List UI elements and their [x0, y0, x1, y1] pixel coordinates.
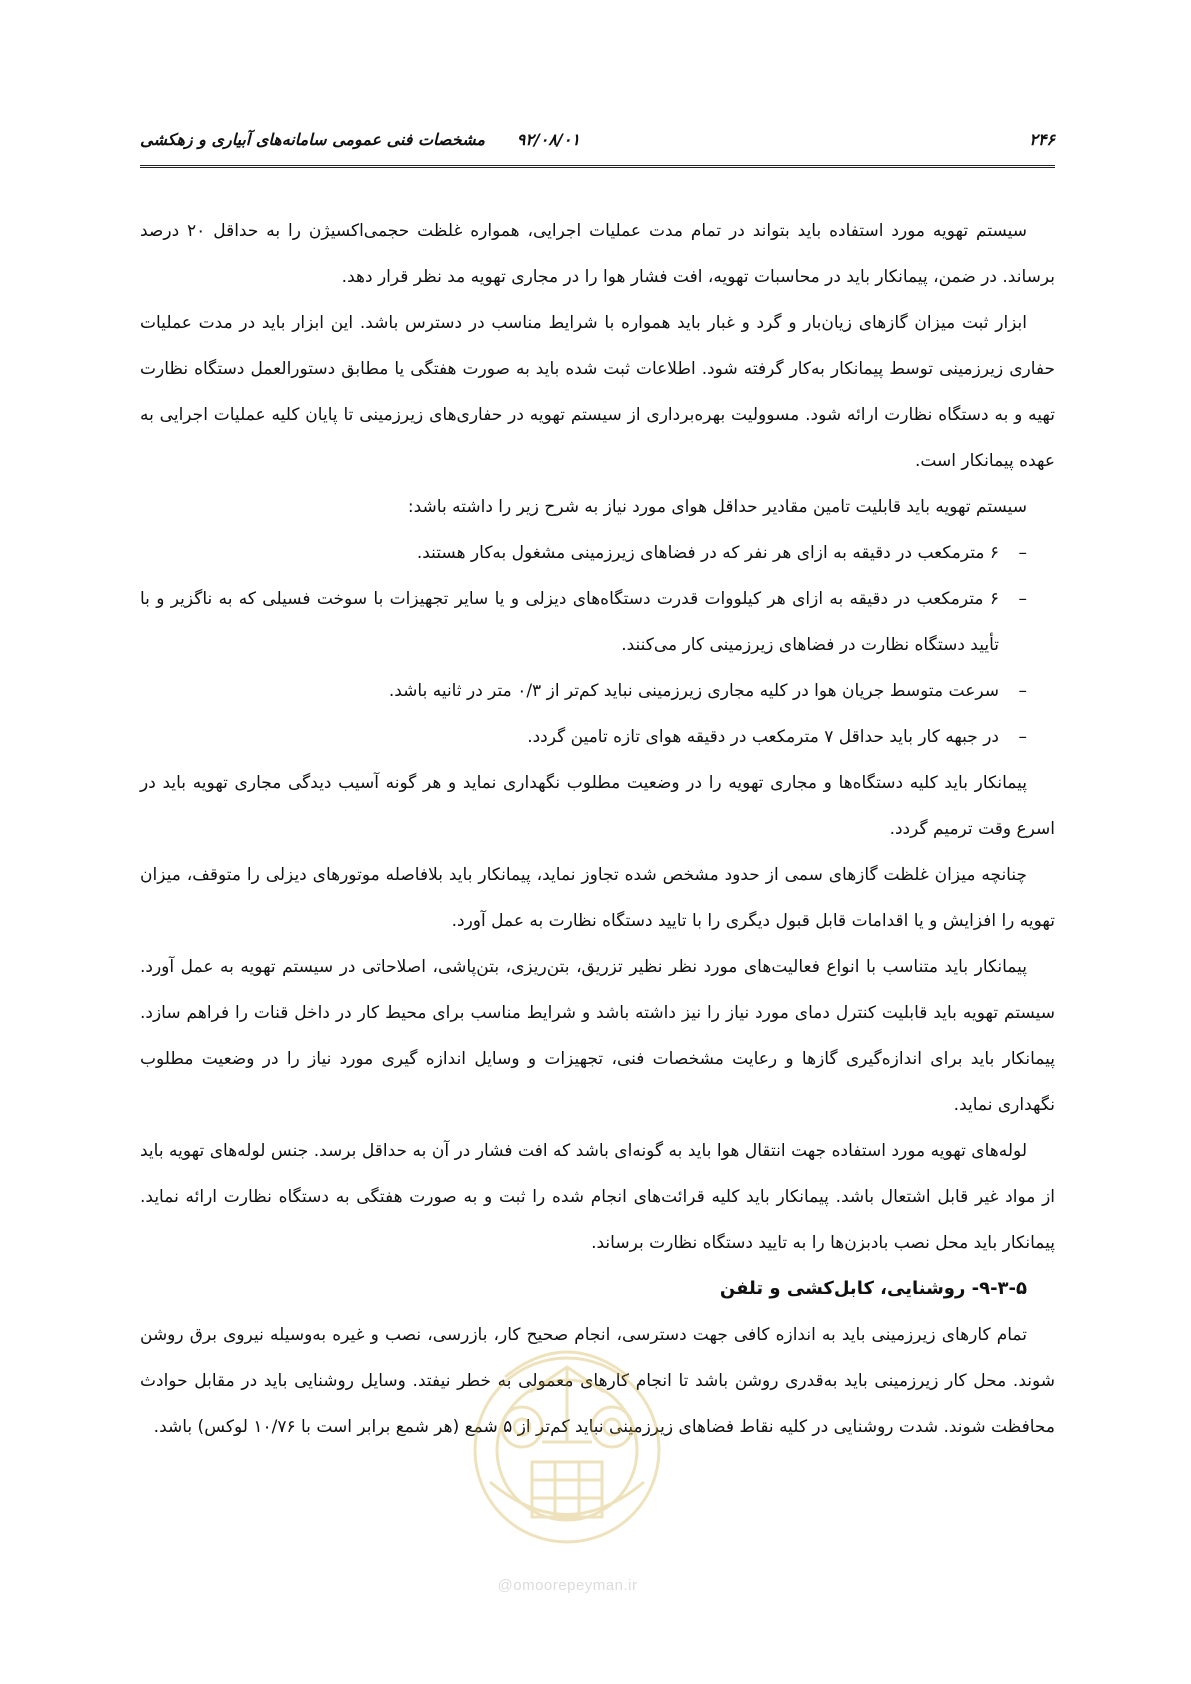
- document-body: [140, 208, 1055, 1450]
- list-item-text: ۶ مترمکعب در دقیقه به ازای هر نفر که در فضاهای زیرزمینی مشغول به‌کار هستند.: [416, 543, 999, 563]
- seal-emblem-icon: [460, 1332, 675, 1572]
- list-item: [140, 714, 1027, 760]
- paragraph: سیستم تهویه باید قابلیت تامین مقادیر حداقل هوای مورد نیاز به شرح زیر را داشته باشد:: [407, 497, 1027, 517]
- paragraph: ابزار ثبت میزان گازهای زیان‌بار و گرد و غبار باید همواره با شرایط مناسب در دسترس باشد. این ابزار باید در مدت عملیات حفاری زیرزمینی توسط پیمانکار به‌کار گرفته شود. اطلاعات ثبت شده باید به صورت هفتگی یا مطابق دستورالعمل دستگاه نظارت تهیه و به دستگاه نظارت ارائه شود. مسوولیت بهره‌برداری از سیستم تهویه در حفاری‌های زیرزمینی تا پایان کلیه عملیات اجرایی به عهده پیمانکار است.: [140, 313, 1055, 471]
- dash-bullet: –: [1018, 727, 1027, 747]
- paragraph: تمام کارهای زیرزمینی باید به اندازه کافی جهت دسترسی، انجام صحیح کار، بازرسی، نصب و غیره به‌وسیله نیروی برق روشن شوند. محل کار زیرزمینی باید به‌قدری روشن باشد تا انجام کارهای معمولی به خطر نیفتد. وسایل روشنایی باید در مقابل حوادث محافظت شوند. شدت روشنایی در کلیه نقاط فضاهای زیرزمینی نباید کم‌تر از ۵ شمع (هر شمع برابر است با ۱۰/۷۶ لوکس) باشد.: [140, 1325, 1055, 1437]
- page-number: ۲۴۶: [1029, 130, 1055, 149]
- paragraph: چنانچه میزان غلظت گازهای سمی از حدود مشخص شده تجاوز نماید، پیمانکار باید بلافاصله موتورهای دیزلی را متوقف، میزان تهویه را افزایش و یا اقدامات قابل قبول دیگری را با تایید دستگاه نظارت به عمل آورد.: [140, 865, 1055, 931]
- dash-bullet: –: [1018, 589, 1027, 609]
- paragraph: لوله‌های تهویه مورد استفاده جهت انتقال هوا باید به گونه‌ای باشد که افت فشار در آن به حداقل برسد. جنس لوله‌های تهویه باید از مواد غیر قابل اشتعال باشد. پیمانکار باید کلیه قرائت‌های انجام شده را ثبت و به صورت هفتگی به دستگاه نظارت ارائه نماید. پیمانکار باید محل نصب بادبزن‌ها را به تایید دستگاه نظارت برساند.: [140, 1141, 1055, 1253]
- list-item: [140, 576, 1027, 668]
- watermark-text: @omoorepeyman.ir: [497, 1577, 638, 1594]
- watermark-seal: [460, 1332, 675, 1592]
- list-item-text: ۶ مترمکعب در دقیقه به ازای هر کیلووات قدرت دستگاه‌های دیزلی و یا سایر تجهیزات با سوخت فسیلی که به ناگزیر و با تأیید دستگاه نظارت در فضاهای زیرزمینی کار می‌کنند.: [140, 589, 999, 655]
- header-date: ۹۲/۰۸/۰۱: [516, 130, 580, 149]
- dash-bullet: –: [1018, 681, 1027, 701]
- header-rule: [140, 165, 1055, 170]
- section-heading: ۹-۳-۵- روشنایی، کابل‌کشی و تلفن: [719, 1278, 1027, 1299]
- list-item-text: در جبهه کار باید حداقل ۷ مترمکعب در دقیقه هوای تازه تامین گردد.: [527, 727, 999, 747]
- list-item: [140, 530, 1027, 576]
- list-item-text: سرعت متوسط جریان هوا در کلیه مجاری زیرزمینی نباید کم‌تر از ۰/۳ متر در ثانیه باشد.: [388, 681, 999, 701]
- list-item: [140, 668, 1027, 714]
- dash-bullet: –: [1018, 543, 1027, 563]
- paragraph: پیمانکار باید متناسب با انواع فعالیت‌های مورد نظر نظیر تزریق، بتن‌ریزی، بتن‌پاشی، اصلاحاتی در سیستم تهویه به عمل آورد. سیستم تهویه باید قابلیت کنترل دمای مورد نیاز را نیز داشته باشد و شرایط مناسب برای محیط کار در داخل قنات را فراهم سازد. پیمانکار باید برای اندازه‌گیری گازها و رعایت مشخصات فنی، تجهیزات و وسایل اندازه گیری مورد نیاز را در وضعیت مطلوب نگهداری نماید.: [140, 957, 1055, 1115]
- page-header: [140, 128, 1055, 162]
- paragraph: سیستم تهویه مورد استفاده باید بتواند در تمام مدت عملیات اجرایی، همواره غلظت حجمی‌اکسیژن را به حداقل ۲۰ درصد برساند. در ضمن، پیمانکار باید در محاسبات تهویه، افت فشار هوا را در مجاری تهویه مد نظر قرار دهد.: [140, 221, 1055, 287]
- requirements-list: [140, 530, 1055, 760]
- paragraph: پیمانکار باید کلیه دستگاه‌ها و مجاری تهویه را در وضعیت مطلوب نگهداری نماید و هر گونه آسیب دیدگی مجاری تهویه باید در اسرع وقت ترمیم گردد.: [140, 773, 1055, 839]
- running-title: مشخصات فنی عمومی سامانه‌های آبیاری و زهکشی: [140, 130, 485, 149]
